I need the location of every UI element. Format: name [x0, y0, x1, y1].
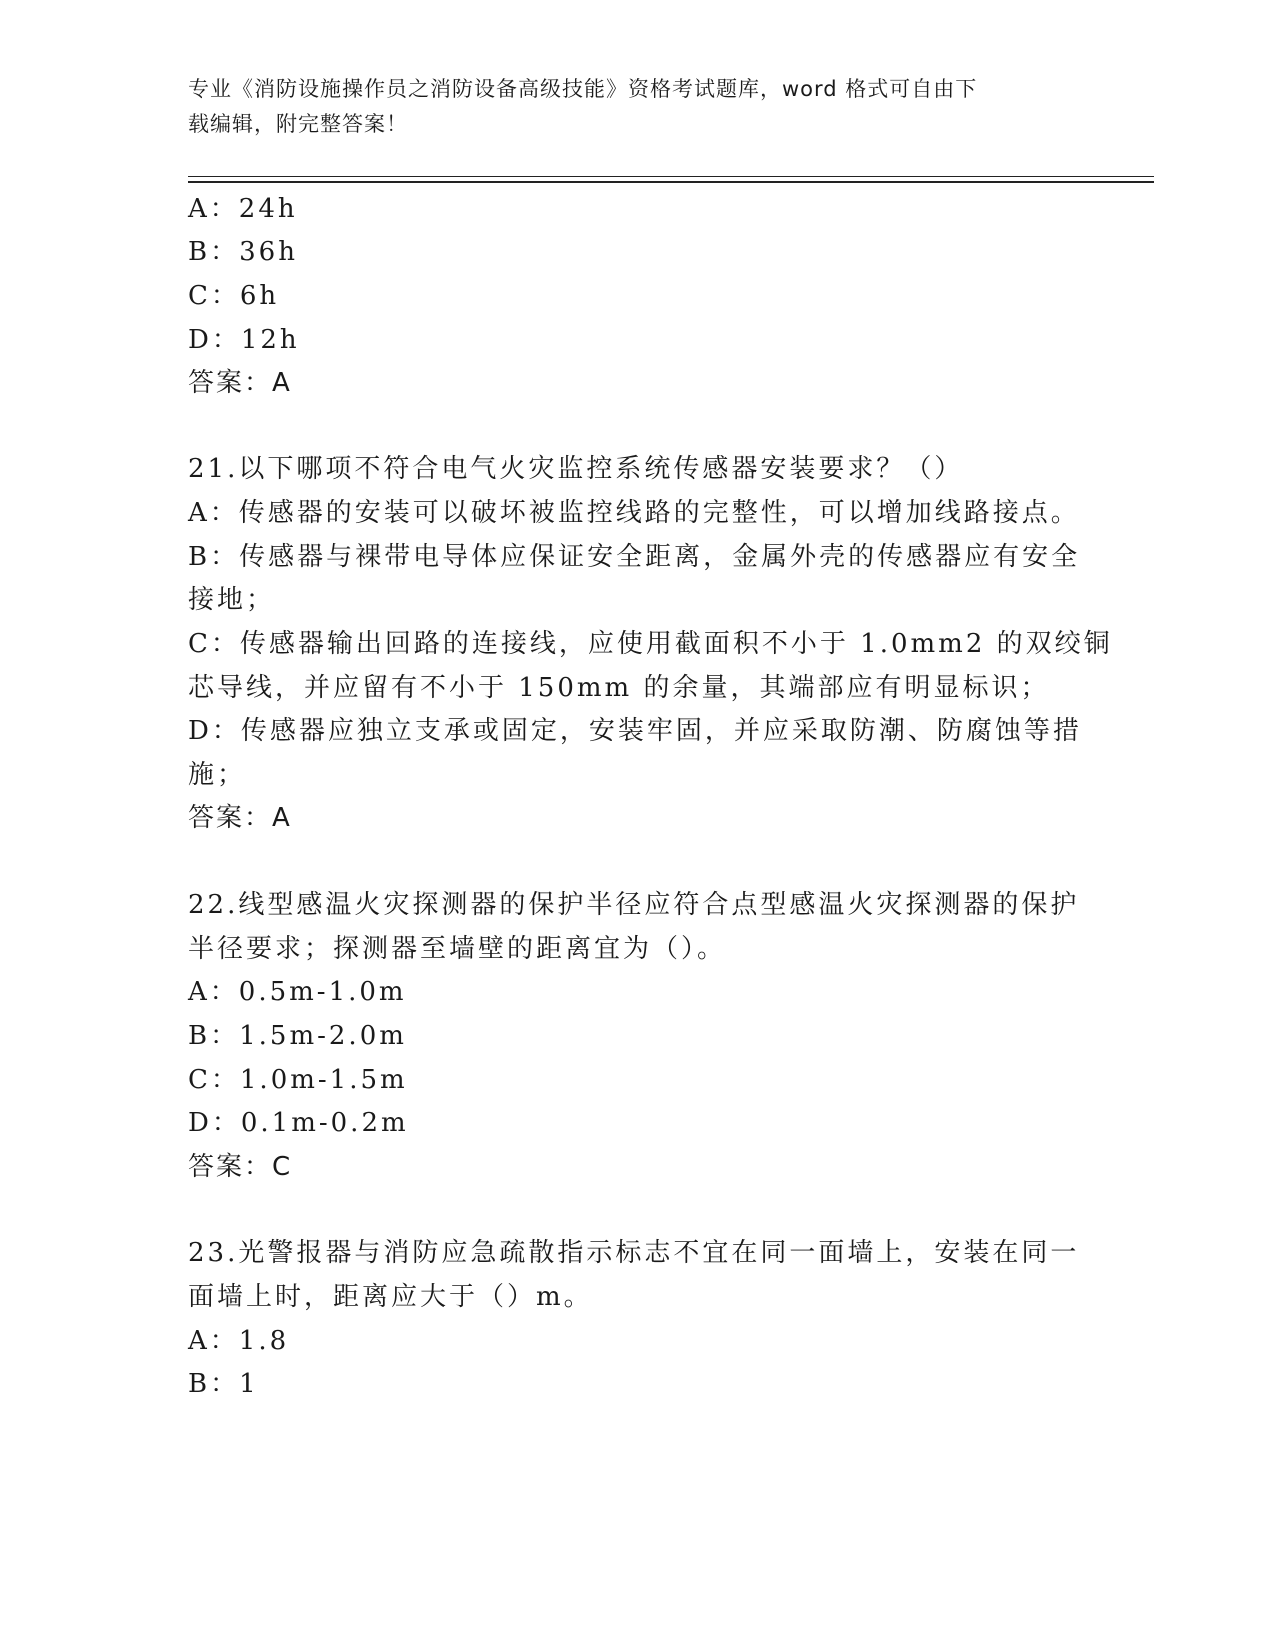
header-line-2: 载编辑，附完整答案！: [188, 112, 408, 136]
header-divider-thick: [188, 181, 1154, 183]
header-divider-thin: [188, 176, 1154, 177]
q21-option-b-line-2: 接地；: [188, 585, 276, 615]
q22-option-c: C：1.0m-1.5m: [188, 1065, 408, 1095]
q21-option-a: A：传感器的安装可以破坏被监控线路的完整性，可以增加线路接点。: [188, 498, 1080, 528]
document-header: [188, 72, 1088, 142]
q22-option-b: B：1.5m-2.0m: [188, 1021, 407, 1051]
q22-option-a: A：0.5m-1.0m: [188, 977, 407, 1007]
q20-option-a: A：24h: [188, 194, 298, 224]
q21-option-d-line-1: D：传感器应独立支承或固定，安装牢固，并应采取防潮、防腐蚀等措: [188, 716, 1082, 746]
q23-option-b: B：1: [188, 1369, 259, 1399]
q20-answer: 答案：A: [188, 368, 292, 398]
header-line-1: 专业《消防设施操作员之消防设备高级技能》资格考试题库，word 格式可自由下: [188, 77, 978, 101]
q22-option-d: D：0.1m-0.2m: [188, 1108, 409, 1138]
q21-option-c-line-1: C：传感器输出回路的连接线，应使用截面积不小于 1.0mm2 的双绞铜: [188, 629, 1113, 659]
q21-question: 21.以下哪项不符合电气火灾监控系统传感器安装要求？（）: [188, 454, 964, 484]
q22-question-line-2: 半径要求；探测器至墙壁的距离宜为（）。: [188, 934, 727, 964]
q20-option-c: C：6h: [188, 281, 280, 311]
q23-option-a: A：1.8: [188, 1326, 290, 1356]
q21-option-c-line-2: 芯导线，并应留有不小于 150mm 的余量，其端部应有明显标识；: [188, 673, 1050, 703]
q20-option-d: D：12h: [188, 325, 300, 355]
q21-option-b-line-1: B：传感器与裸带电导体应保证安全距离，金属外壳的传感器应有安全: [188, 542, 1081, 572]
q22-question-line-1: 22.线型感温火灾探测器的保护半径应符合点型感温火灾探测器的保护: [188, 890, 1080, 920]
q21-option-d-line-2: 施；: [188, 760, 247, 790]
q23-question-line-2: 面墙上时，距离应大于（）m。: [188, 1282, 593, 1312]
q23-question-line-1: 23.光警报器与消防应急疏散指示标志不宜在同一面墙上，安装在同一: [188, 1238, 1080, 1268]
q21-answer: 答案：A: [188, 803, 292, 833]
q22-answer: 答案：C: [188, 1152, 293, 1182]
q20-option-b: B：36h: [188, 237, 298, 267]
